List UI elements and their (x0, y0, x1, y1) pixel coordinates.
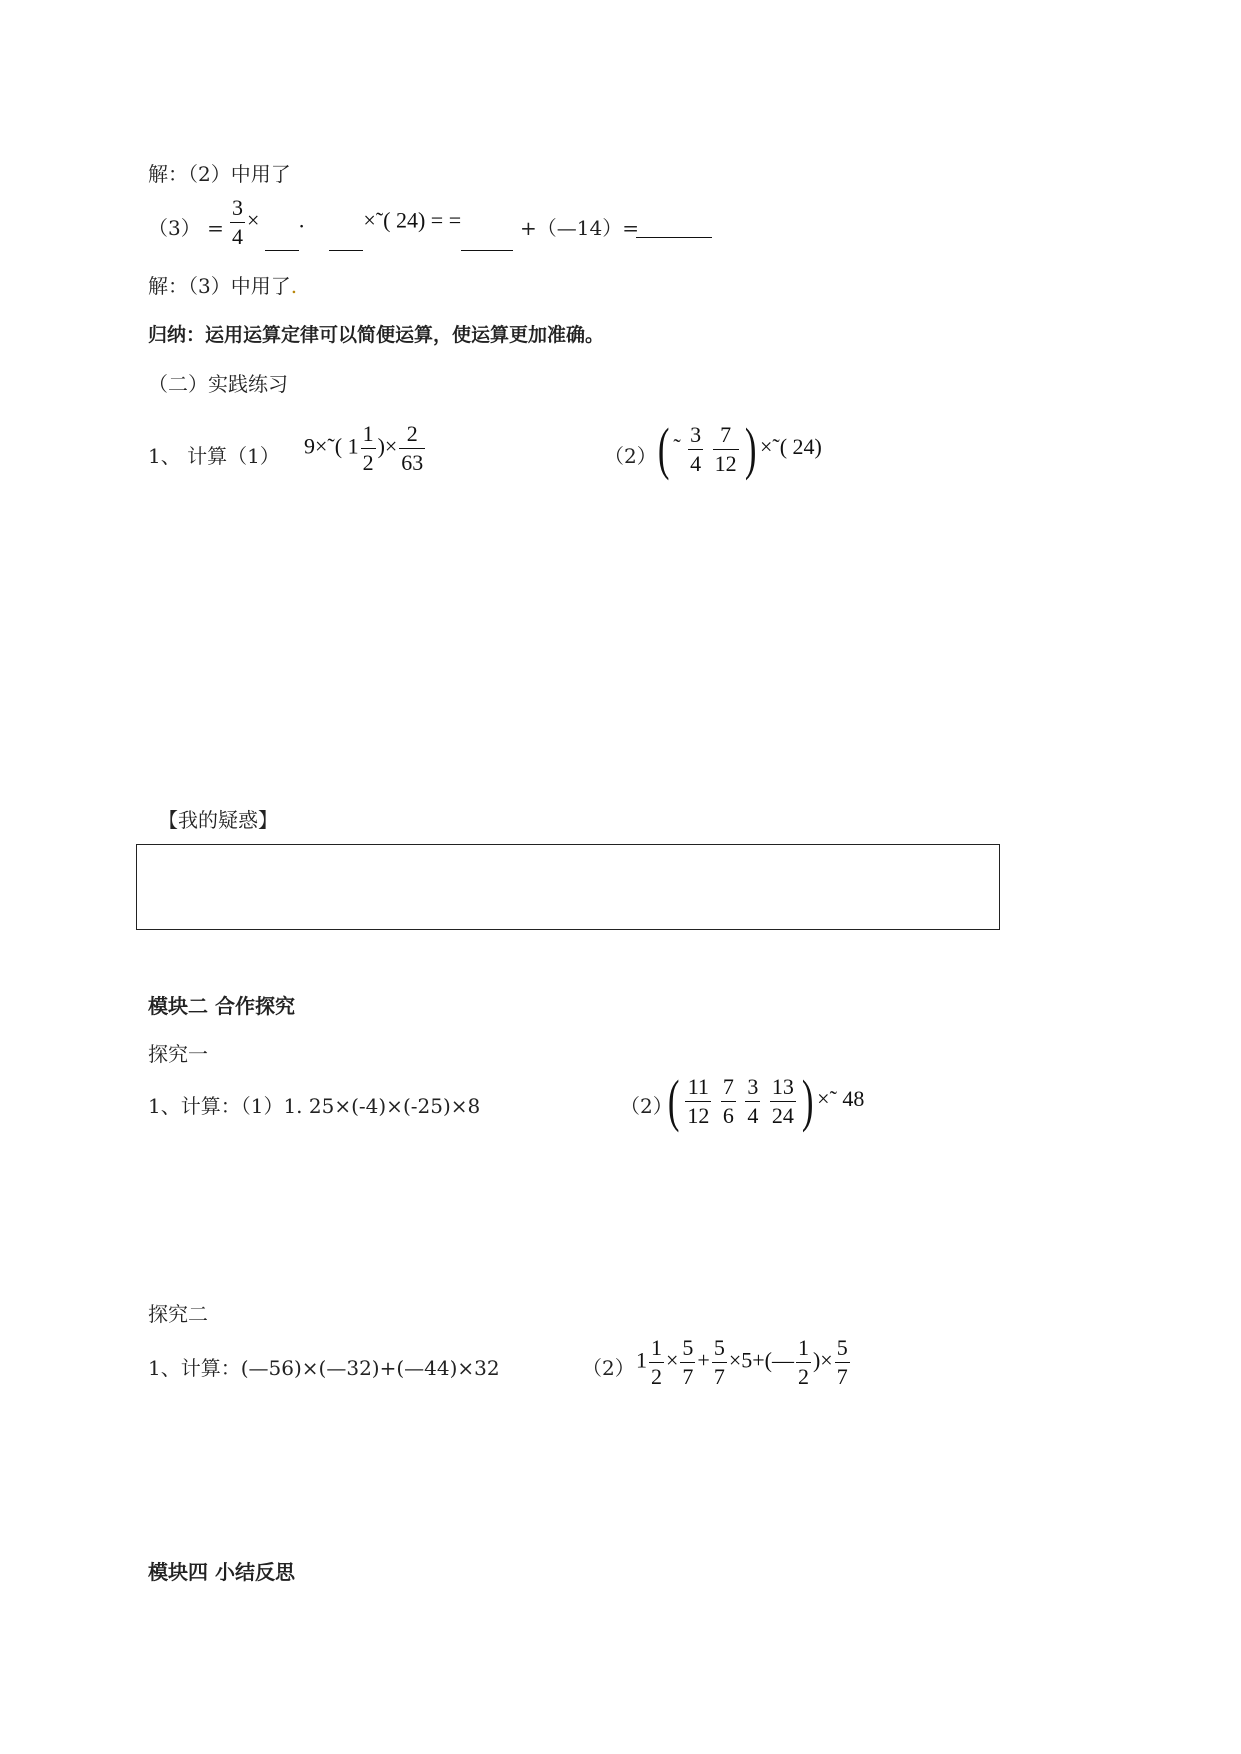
fraction: $\frac{1}{2}$ (797, 1335, 809, 1389)
answer-blank[interactable] (461, 230, 513, 251)
fraction: $\frac{5}{7}$ (682, 1335, 694, 1389)
practice-1-label: 1、 计算（1） (148, 444, 280, 468)
answer-blank[interactable] (265, 230, 299, 251)
explore-2-part2-label: （2） (582, 1356, 635, 1380)
eq3-label: （3） = (148, 216, 224, 240)
fraction: $\frac{5}{7}$ (713, 1335, 725, 1389)
explore-2-heading: 探究二 (148, 1302, 208, 1326)
fraction: $\frac{13}{24}$ (771, 1073, 794, 1128)
fraction: $\frac{3}{4}$ (747, 1073, 759, 1128)
fraction: $\frac{1}{2}$ (651, 1335, 662, 1389)
explore-1-heading: 探究一 (148, 1042, 208, 1066)
summary-text: 归纳：运用运算定律可以简便运算，使运算更加准确。 (148, 324, 605, 346)
eq3-expression: $\frac{3}{4}$ × . ×˜( 24) = = (228, 194, 513, 251)
explore-2-part2-expression: 1 $\frac{1}{2}$ × $\frac{5}{7}$ + $\frac{5}{7}$ ×5+(— $\frac{1}{2}$ )× $\frac{5}{7}$ (636, 1335, 848, 1389)
explore-1-part2-label: （2） (620, 1094, 673, 1118)
explore-1-problem-1: 1、计算：（1）1. 25×(-4)×(-25)×8 (148, 1094, 481, 1118)
fraction: $\frac{1}{2}$ (362, 421, 374, 475)
explore-1-part2-expression: ( $\frac{11}{12}$ $\frac{7}{6}$ $\frac{3}{4}$ $\frac{13}{24}$ ) ×˜ 48 (667, 1068, 865, 1133)
doubt-answer-box[interactable] (136, 844, 1000, 930)
module-2-heading: 模块二 合作探究 (148, 994, 295, 1018)
eq3-tail: +（—14）= (520, 216, 639, 240)
answer-blank[interactable] (636, 217, 712, 238)
practice-1b-expression: ( ˜ $\frac{3}{4}$ $\frac{7}{12}$ ) ×˜( 24) (657, 416, 822, 481)
fraction: $\frac{11}{12}$ (687, 1073, 710, 1128)
solution-2-text: 解：（2）中用了 (148, 162, 291, 186)
fraction: $\frac{3}{4}$ (232, 195, 243, 249)
practice-heading: （二）实践练习 (148, 372, 288, 396)
fraction: $\frac{3}{4}$ (690, 421, 702, 476)
module-4-heading: 模块四 小结反思 (148, 1560, 295, 1584)
practice-1a-expression: 9×˜( 1 $\frac{1}{2}$ )× $\frac{2}{63}$ (304, 421, 424, 475)
doubt-heading: 【我的疑惑】 (158, 808, 278, 832)
eq3-result-blank[interactable] (636, 212, 712, 238)
fraction: $\frac{7}{12}$ (714, 421, 737, 476)
solution-3-text: 解：（3）中用了. (148, 274, 298, 298)
explore-2-problem-1: 1、计算：(—56)×(—32)+(—44)×32 (148, 1356, 500, 1380)
fraction: $\frac{5}{7}$ (836, 1335, 848, 1389)
fraction: $\frac{2}{63}$ (401, 421, 424, 475)
answer-blank[interactable] (329, 230, 363, 251)
fraction: $\frac{7}{6}$ (722, 1073, 734, 1128)
practice-1b-label: （2） (604, 444, 657, 468)
